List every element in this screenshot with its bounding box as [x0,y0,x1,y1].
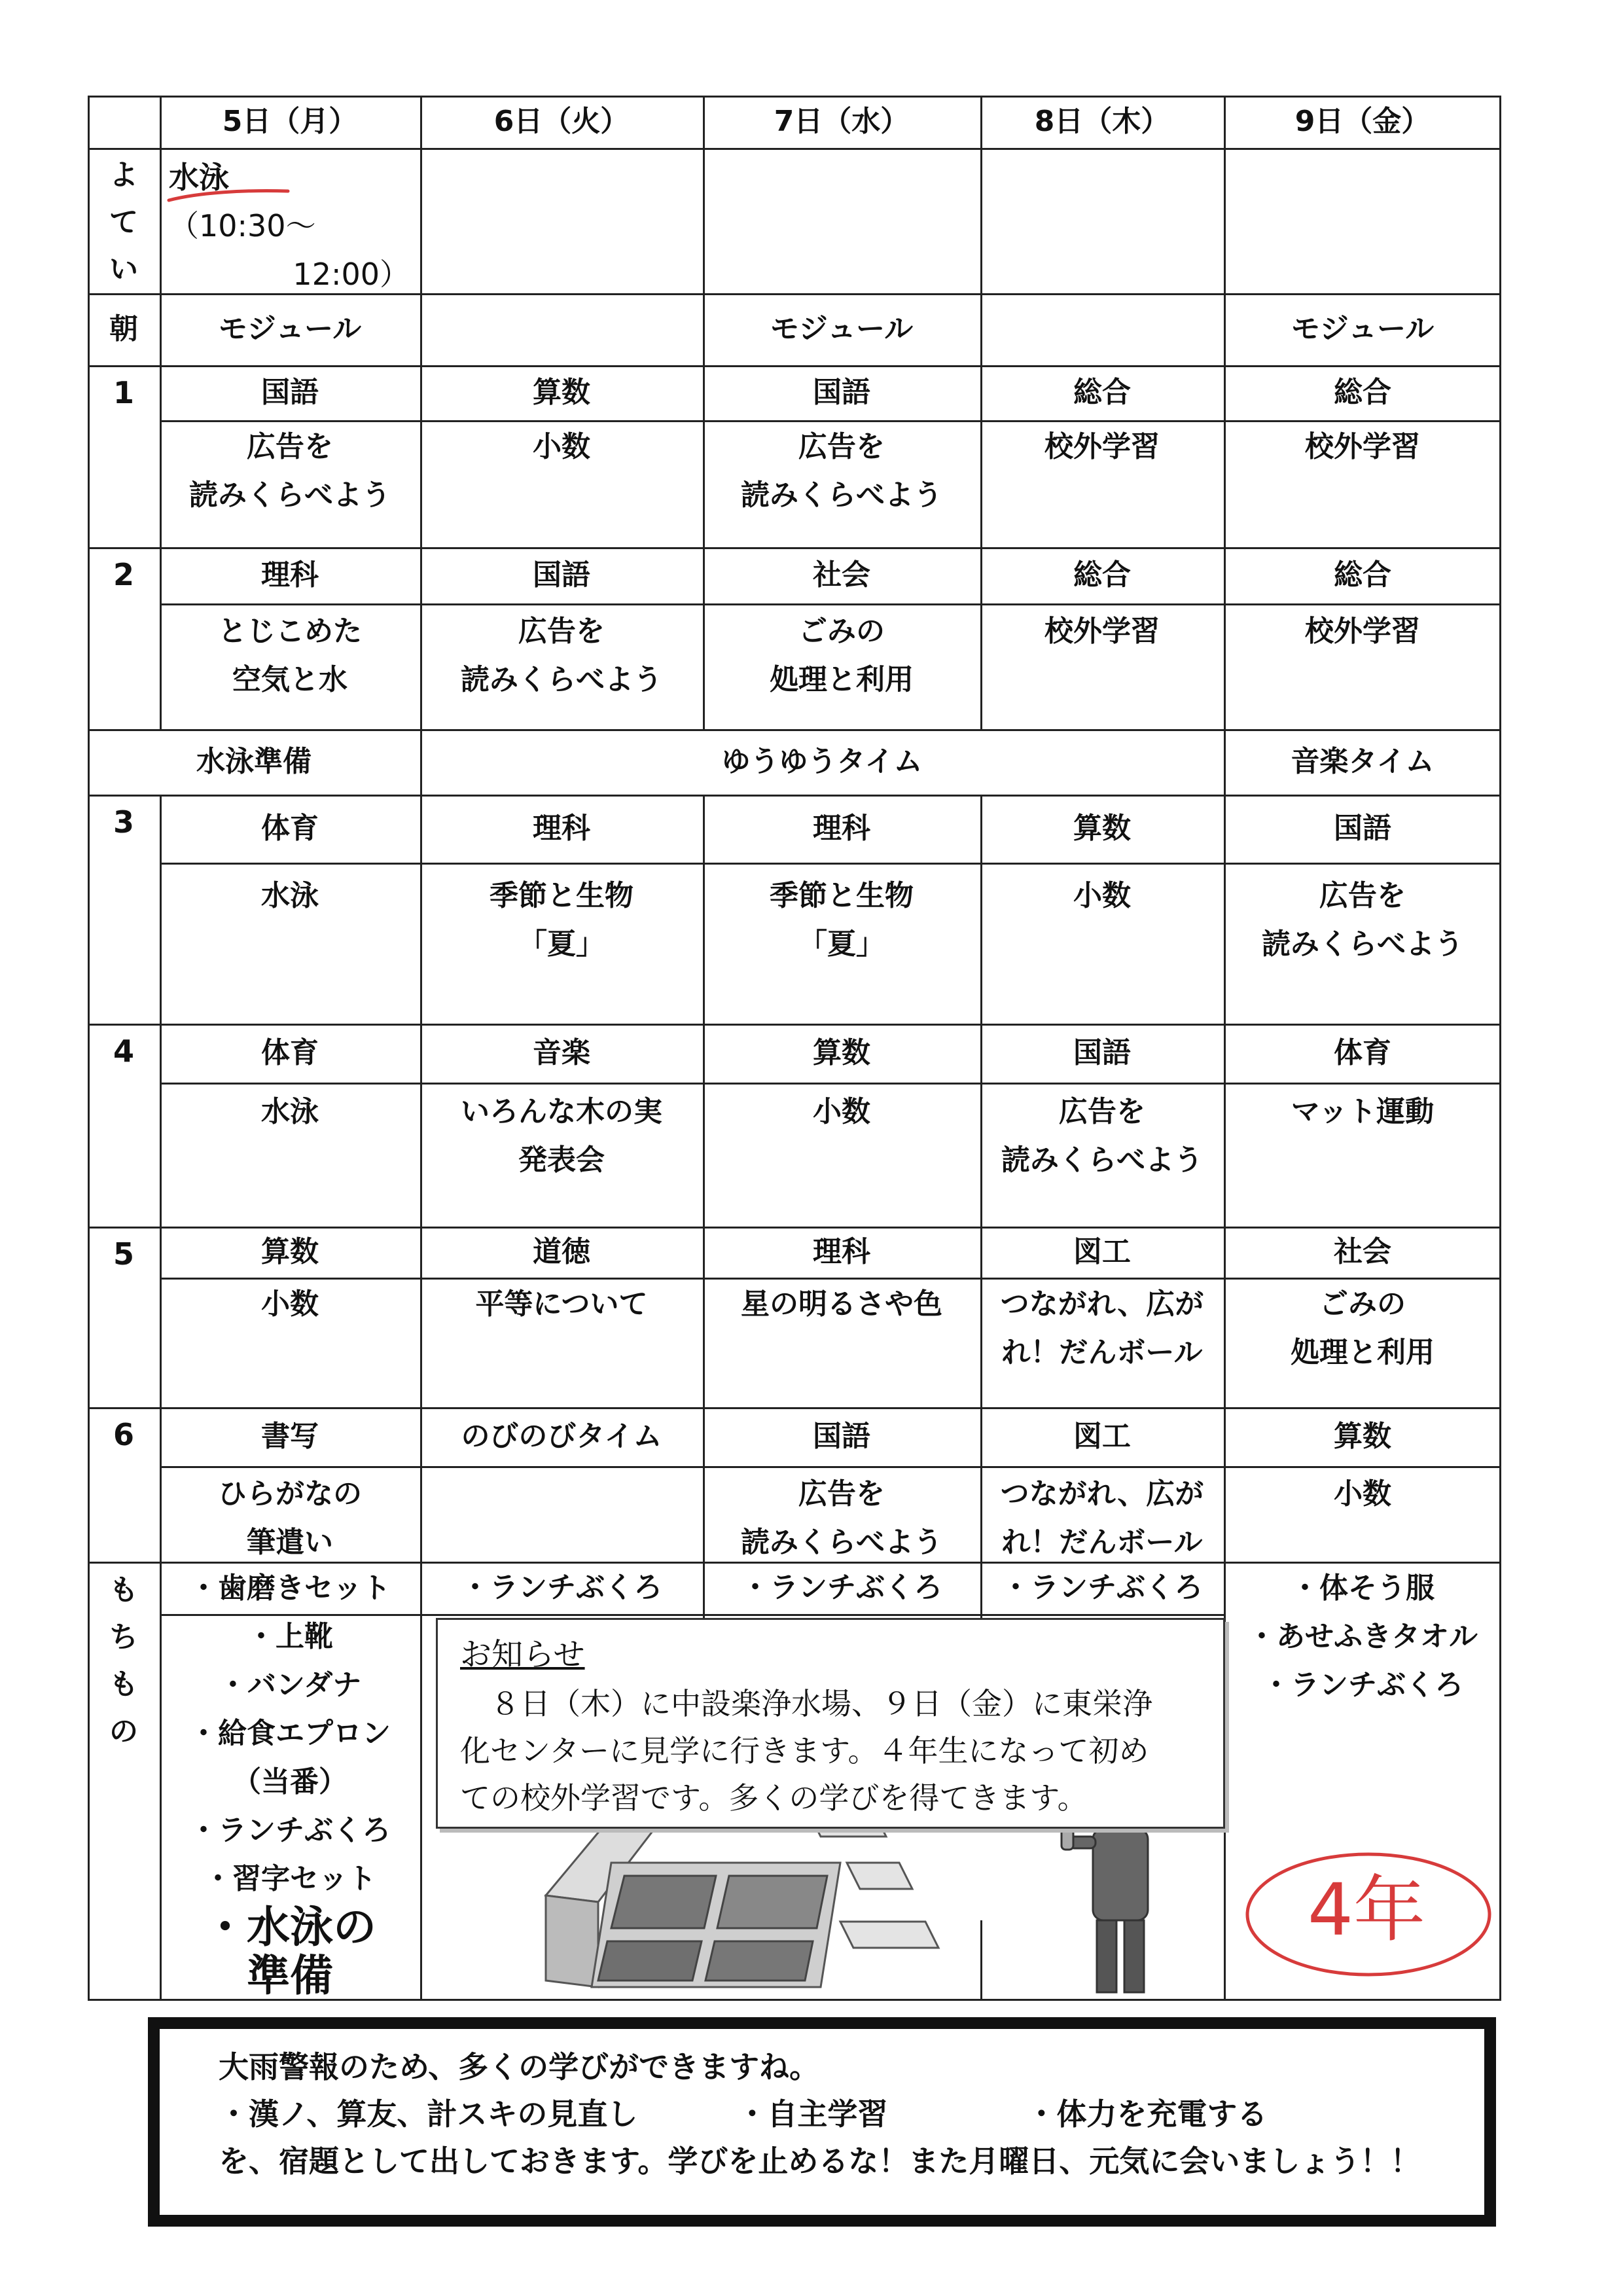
p2-subject-tue: 国語 [533,558,590,592]
p2-subject-fri: 総合 [1334,558,1391,592]
mochimono-wed: ・ランチぶくろ [741,1571,942,1604]
p1-topic-fri: 校外学習 [1305,430,1420,463]
p3-topic-fri: 広告を 読みくらべよう [1262,879,1463,961]
notice-body: ８日（木）に中設楽浄水場、９日（金）に東栄浄 化センターに見学に行きます。４年生になって初め ての校外学習です。多くの学びを得てきます。 [460,1686,1152,1816]
p4-topic-tue: いろんな木の実 発表会 [461,1095,662,1177]
p4-subject-fri: 体育 [1334,1036,1391,1069]
p6-subject-tue: のびのびタイム [461,1420,662,1453]
day-header-thu: 8日（木） [1034,105,1170,138]
p3-subject-tue: 理科 [533,812,590,845]
p1-topic-wed: 広告を 読みくらべよう [741,430,942,512]
p6-topic-wed: 広告を 読みくらべよう [741,1477,942,1559]
p2-subject-thu: 総合 [1073,558,1131,592]
break-mon: 水泳準備 [196,745,312,778]
footer-text: 大雨警報のため、多くの学びができますね。 ・漢ノ、算友、計スキの見直し ・自主学習 ・体力を充電する を、宿題として出しておきます。学びを止めるな！また月曜日、元気に会いましょう！！ [219,2049,1421,2179]
p5-subject-wed: 理科 [813,1235,870,1268]
break-mid: ゆうゆうタイム [721,745,923,778]
p6-topic-thu: つながれ、広が れ！だんボール [1000,1477,1204,1559]
p3-subject-wed: 理科 [813,812,870,845]
p5-topic-fri: ごみの 処理と利用 [1291,1287,1435,1369]
grade-stamp-text: 4年 [1308,1868,1425,1952]
p3-topic-tue: 季節と生物 「夏」 [490,879,633,961]
notice-box [436,1618,1225,1829]
red-underline-mark [166,186,291,206]
mochimono-label: も ち も の [109,1573,138,1748]
p4-subject-thu: 国語 [1073,1036,1131,1069]
period-2-label: 2 [113,557,134,592]
p4-topic-fri: マット運動 [1291,1095,1435,1128]
asa-label: 朝 [109,312,138,346]
p5-topic-tue: 平等について [475,1287,648,1321]
swim-time-end: 12:00） [293,257,410,292]
p4-topic-mon: 水泳 [261,1095,319,1128]
p3-subject-mon: 体育 [261,812,319,845]
p2-topic-fri: 校外学習 [1305,615,1420,648]
p3-topic-thu: 小数 [1073,879,1131,912]
p1-subject-thu: 総合 [1073,376,1131,409]
period-5-label: 5 [113,1236,134,1272]
p2-topic-wed: ごみの 処理と利用 [770,615,914,696]
p4-subject-tue: 音楽 [533,1036,590,1069]
p2-topic-mon: とじこめた 空気と水 [218,615,362,696]
p6-subject-mon: 書写 [261,1420,319,1453]
p5-topic-thu: つながれ、広が れ！だんボール [1000,1287,1204,1369]
day-header-fri: 9日（金） [1294,105,1431,138]
p2-topic-thu: 校外学習 [1044,615,1160,648]
p3-topic-wed: 季節と生物 「夏」 [770,879,914,961]
p4-topic-wed: 小数 [813,1095,870,1128]
mochimono-fri: ・体そう服 ・あせふきタオル ・ランチぶくろ [1247,1571,1478,1702]
p5-subject-tue: 道徳 [533,1235,590,1268]
asa-mon: モジュール [218,312,362,346]
p3-topic-mon: 水泳 [261,879,319,912]
period-3-label: 3 [113,804,134,840]
p6-subject-wed: 国語 [813,1420,870,1453]
p2-subject-wed: 社会 [813,558,870,592]
p2-topic-tue: 広告を 読みくらべよう [461,615,662,696]
p4-subject-mon: 体育 [261,1036,319,1069]
p1-topic-mon: 広告を 読みくらべよう [189,430,391,512]
p6-topic-fri: 小数 [1334,1477,1391,1511]
p5-subject-mon: 算数 [261,1235,319,1268]
p3-subject-thu: 算数 [1073,812,1131,845]
p4-subject-wed: 算数 [813,1036,870,1069]
asa-wed: モジュール [770,312,914,346]
p1-topic-tue: 小数 [533,430,590,463]
period-6-label: 6 [113,1417,134,1452]
p6-topic-mon: ひらがなの 筆遣い [218,1477,362,1559]
p1-subject-fri: 総合 [1334,376,1391,409]
p2-subject-mon: 理科 [261,558,319,592]
p5-subject-thu: 図工 [1073,1235,1131,1268]
period-4-label: 4 [113,1033,134,1069]
break-fri: 音楽タイム [1291,745,1435,778]
footer-message-box [148,2017,1496,2227]
p5-topic-wed: 星の明るさや色 [741,1287,942,1321]
mochimono-tue: ・ランチぶくろ [461,1571,662,1604]
yotei-mon [169,153,418,298]
p1-subject-mon: 国語 [261,376,319,409]
swim-event: 水泳 [169,160,229,195]
p5-subject-fri: 社会 [1334,1235,1391,1268]
p1-subject-tue: 算数 [533,376,590,409]
mochimono-mon: ・歯磨きセット ・上靴 ・バンダナ ・給食エプロン （当番） ・ランチぶくろ ・習字セット ・水泳の 準備 [189,1571,391,2001]
swim-time-start: （10:30〜 [169,208,316,243]
p3-subject-fri: 国語 [1334,812,1391,845]
day-header-wed: 7日（水） [774,105,910,138]
asa-fri: モジュール [1291,312,1435,346]
mochimono-thu: ・ランチぶくろ [1001,1571,1203,1604]
notice-title: お知らせ [460,1636,585,1673]
p5-topic-mon: 小数 [261,1287,319,1321]
day-header-tue: 6日（火） [493,105,630,138]
period-1-label: 1 [113,375,134,410]
p1-subject-wed: 国語 [813,376,870,409]
p4-topic-thu: 広告を 読みくらべよう [1001,1095,1203,1177]
p6-subject-fri: 算数 [1334,1420,1391,1453]
yotei-label: よ て い [109,158,138,286]
p1-topic-thu: 校外学習 [1044,430,1160,463]
p6-subject-thu: 図工 [1073,1420,1131,1453]
day-header-mon: 5日（月） [222,105,358,138]
